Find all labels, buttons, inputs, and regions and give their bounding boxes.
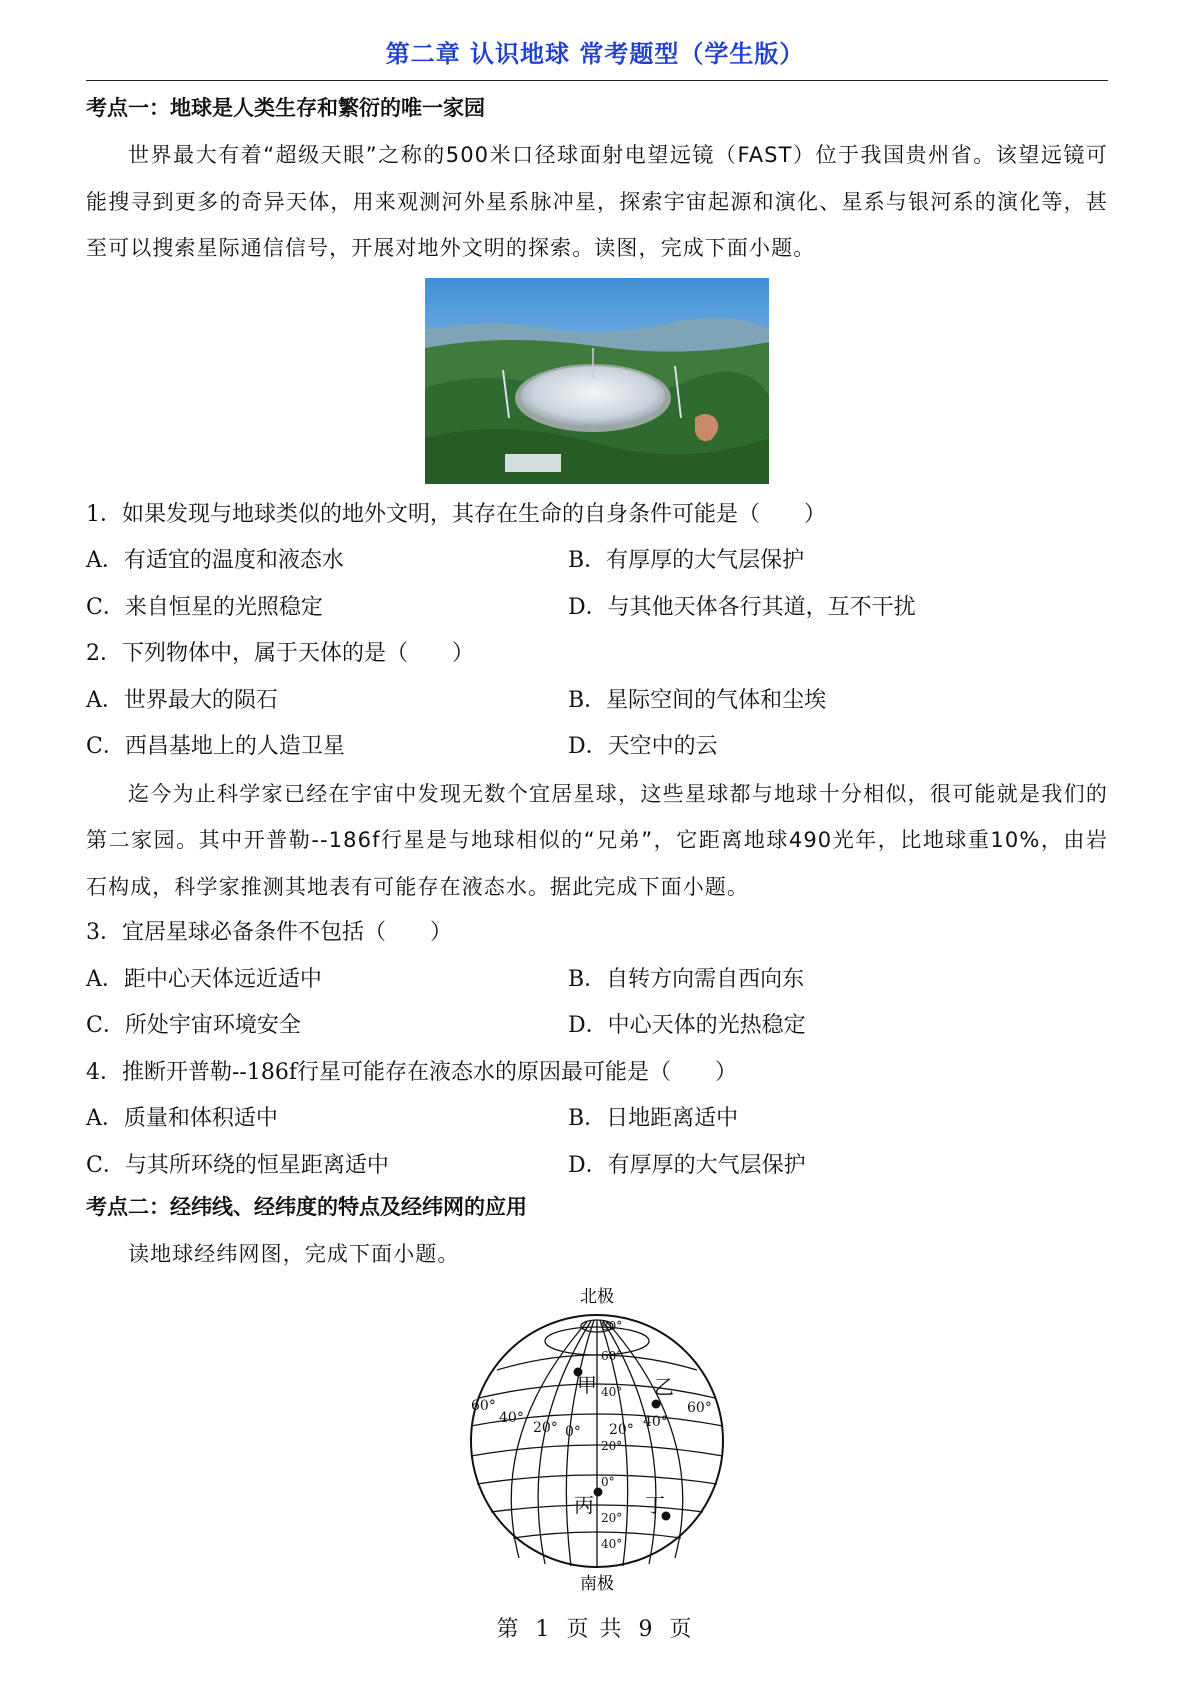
question-1 <box>86 492 1108 632</box>
question-4-stem: 4．推断开普勒--186f行星可能存在液态水的原因最可能是（ ） <box>86 1059 737 1085</box>
point-jia-label: 甲 <box>577 1372 597 1397</box>
question-4 <box>86 1050 1108 1190</box>
point-bing <box>594 1487 603 1496</box>
footer-suffix: 页 <box>669 1617 694 1642</box>
footer-total-pages: 9 <box>638 1617 655 1642</box>
section-2-intro: 读地球经纬网图，完成下面小题。 <box>128 1242 460 1266</box>
header-divider <box>86 80 1108 81</box>
question-4-option-b: B．日地距离适中 <box>568 1106 739 1131</box>
page-footer <box>0 1612 1190 1643</box>
question-4-option-a: A．质量和体积适中 <box>86 1106 278 1131</box>
question-3-option-b: B．自转方向需自西向东 <box>568 966 805 992</box>
point-ding-label: 丁 <box>645 1492 665 1517</box>
question-2 <box>86 631 1108 771</box>
footer-prefix: 第 <box>496 1617 521 1642</box>
point-yi <box>652 1399 661 1408</box>
question-3-option-c: C．所处宇宙环境安全 <box>86 1013 301 1038</box>
south-pole-label: 南极 <box>580 1573 614 1594</box>
globe-diagram <box>447 1286 747 1596</box>
north-pole-label: 北极 <box>580 1286 614 1307</box>
lat-label-40: 40° <box>601 1384 623 1399</box>
question-2-option-a: A．世界最大的陨石 <box>86 687 278 713</box>
question-3 <box>86 910 1108 1050</box>
page-header-title: 第二章 认识地球 常考题型（学生版） <box>385 40 805 68</box>
question-2-stem: 2．下列物体中，属于天体的是（ ） <box>86 641 474 666</box>
footer-page-number: 1 <box>535 1617 552 1642</box>
document-body <box>86 92 1108 1596</box>
footer-middle: 页 共 <box>566 1617 624 1642</box>
lat-label-0: 0° <box>601 1474 615 1489</box>
lat-label-40s: 40° <box>601 1536 623 1551</box>
lat-label-80: 80° <box>601 1318 623 1333</box>
question-2-option-d: D．天空中的云 <box>568 734 718 759</box>
section-2-title: 考点二：经纬线、经纬度的特点及经纬网的应用 <box>86 1195 527 1219</box>
longitude-lines <box>511 1320 683 1567</box>
lat-label-60: 60° <box>601 1348 623 1363</box>
question-3-option-a: A．距中心天体远近适中 <box>86 966 322 992</box>
question-1-option-d: D．与其他天体各行其道，互不干扰 <box>568 594 916 620</box>
question-2-option-b: B．星际空间的气体和尘埃 <box>568 687 827 713</box>
fast-telescope-photo <box>425 278 769 484</box>
lon-label-60e: 60° <box>687 1399 712 1416</box>
question-1-option-a: A．有适宜的温度和液态水 <box>86 548 344 573</box>
point-yi-label: 乙 <box>654 1374 674 1399</box>
point-bing-label: 丙 <box>574 1492 594 1517</box>
question-1-option-c: C．来自恒星的光照稳定 <box>86 594 323 620</box>
section-1-intro: 世界最大有着“超级天眼”之称的500米口径球面射电望远镜（FAST）位于我国贵州省。该望远镜可能搜寻到更多的奇异天体，用来观测河外星系脉冲星，探索宇宙起源和演化、星系与银河系的演化等，甚至可以搜索星际通信信号，开展对地外文明的探索。读图，完成下面小题。 <box>86 143 1108 260</box>
passage-2: 迄今为止科学家已经在宇宙中发现无数个宜居星球，这些星球都与地球十分相似，很可能就是我们的第二家园。其中开普勒--186f行星是与地球相似的“兄弟”，它距离地球490光年，比地球重10%，由岩石构成，科学家推测其地表有可能存在液态水。据此完成下面小题。 <box>86 781 1108 899</box>
section-1-title: 考点一：地球是人类生存和繁衍的唯一家园 <box>86 96 485 120</box>
question-group-2 <box>86 910 1108 1189</box>
lat-label-20s: 20° <box>601 1510 623 1525</box>
lon-label-60w: 60° <box>471 1397 496 1414</box>
lon-label-40e: 40° <box>643 1413 668 1430</box>
lon-label-20e: 20° <box>609 1421 634 1438</box>
question-4-option-d: D．有厚厚的大气层保护 <box>568 1152 806 1178</box>
question-1-option-b: B．有厚厚的大气层保护 <box>568 548 805 573</box>
lon-label-40w: 40° <box>499 1409 524 1426</box>
question-3-stem: 3．宜居星球必备条件不包括（ ） <box>86 920 452 945</box>
question-3-option-d: D．中心天体的光热稳定 <box>568 1013 806 1038</box>
lon-label-0: 0° <box>565 1423 581 1440</box>
question-2-option-c: C．西昌基地上的人造卫星 <box>86 734 345 759</box>
question-1-stem: 1．如果发现与地球类似的地外文明，其存在生命的自身条件可能是（ ） <box>86 501 826 527</box>
question-4-option-c: C．与其所环绕的恒星距离适中 <box>86 1152 389 1178</box>
question-group-1 <box>86 492 1108 771</box>
lat-label-20n: 20° <box>601 1438 623 1453</box>
lon-label-20w: 20° <box>533 1419 558 1436</box>
